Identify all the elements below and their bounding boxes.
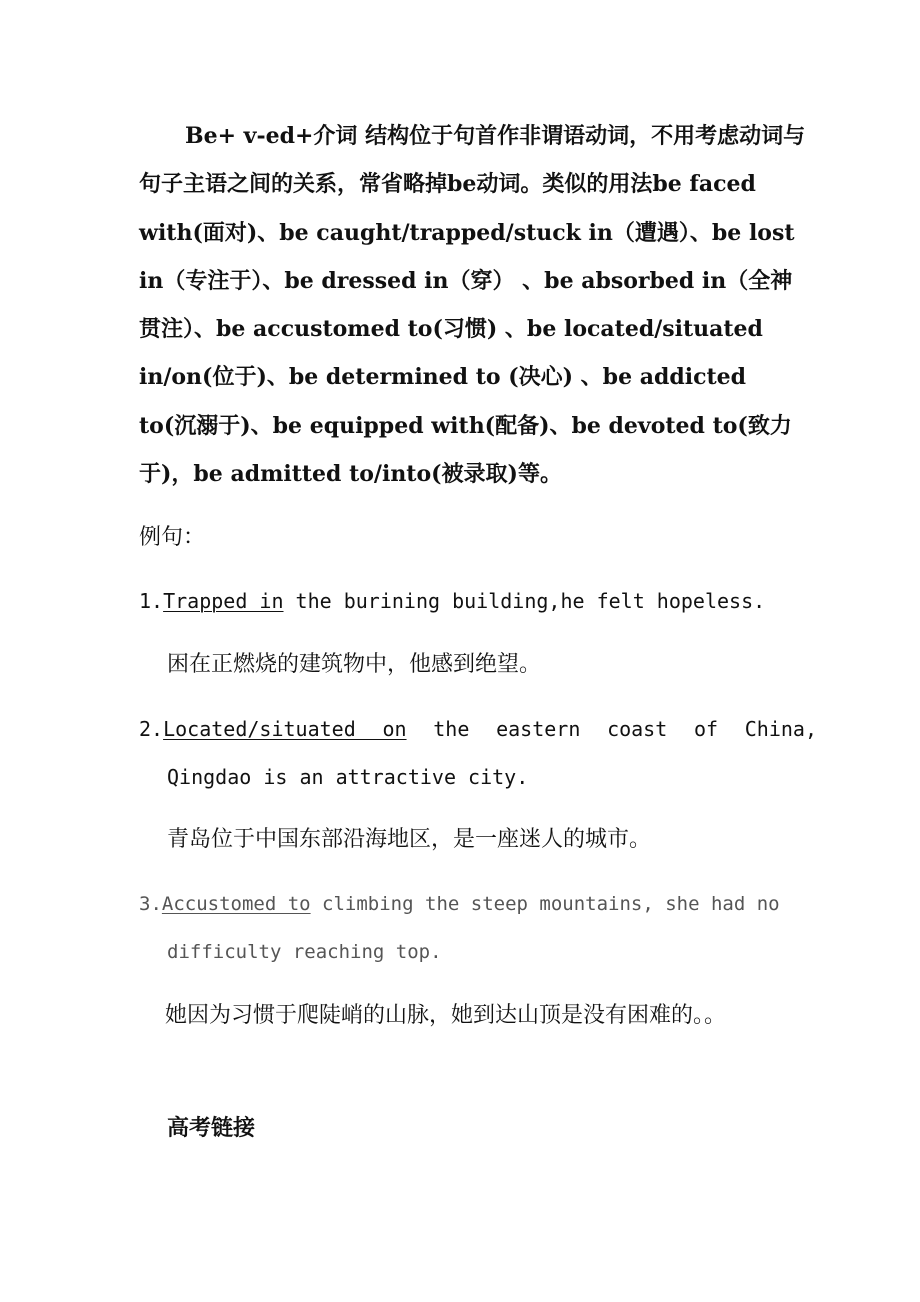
example-2-number: 2. (139, 717, 164, 741)
example-3 (139, 880, 817, 976)
example-3-phrase: Accustomed to (161, 893, 311, 915)
example-1-translation: 困在正燃烧的建筑物中，他感到绝望。 (167, 652, 542, 677)
example-1-number: 1. (139, 589, 164, 613)
example-1 (139, 577, 817, 625)
section-heading: 高考链接 (167, 1116, 256, 1141)
example-2 (139, 705, 817, 801)
example-3-text: climbing the steep mountains, she had no difficulty reaching top. (167, 893, 780, 963)
example-2-phrase: Located/situated on (163, 717, 407, 741)
example-2-text: the eastern coast of China, Qingdao is an attractive city. (167, 717, 818, 789)
intro-paragraph: Be+ v-ed+介词 结构位于句首作非谓语动词，不用考虑动词与句子主语之间的关系，常省略掉be动词。类似的用法be faced with(面对)、be caught/trapped/stuck in（遭遇）、be lost in（专注于）、be dressed in（穿） 、be absorbed in（全神贯注）、be accustomed to(习惯) 、be located/situated in/on(位于)、be determined to (决心) 、be addicted to(沉溺于)、be equipped with(配备)、be devoted to(致力于)，be admitted to/into(被录取)等。 (139, 123, 806, 488)
example-3-number: 3. (139, 893, 162, 915)
example-1-phrase: Trapped in (163, 589, 284, 613)
example-3-translation: 她因为习惯于爬陡峭的山脉，她到达山顶是没有困难的。。 (165, 1003, 727, 1028)
example-1-text: the burining building,he felt hopeless. (283, 589, 766, 613)
examples-label: 例句： (139, 525, 206, 550)
example-2-translation: 青岛位于中国东部沿海地区，是一座迷人的城市。 (167, 827, 652, 852)
